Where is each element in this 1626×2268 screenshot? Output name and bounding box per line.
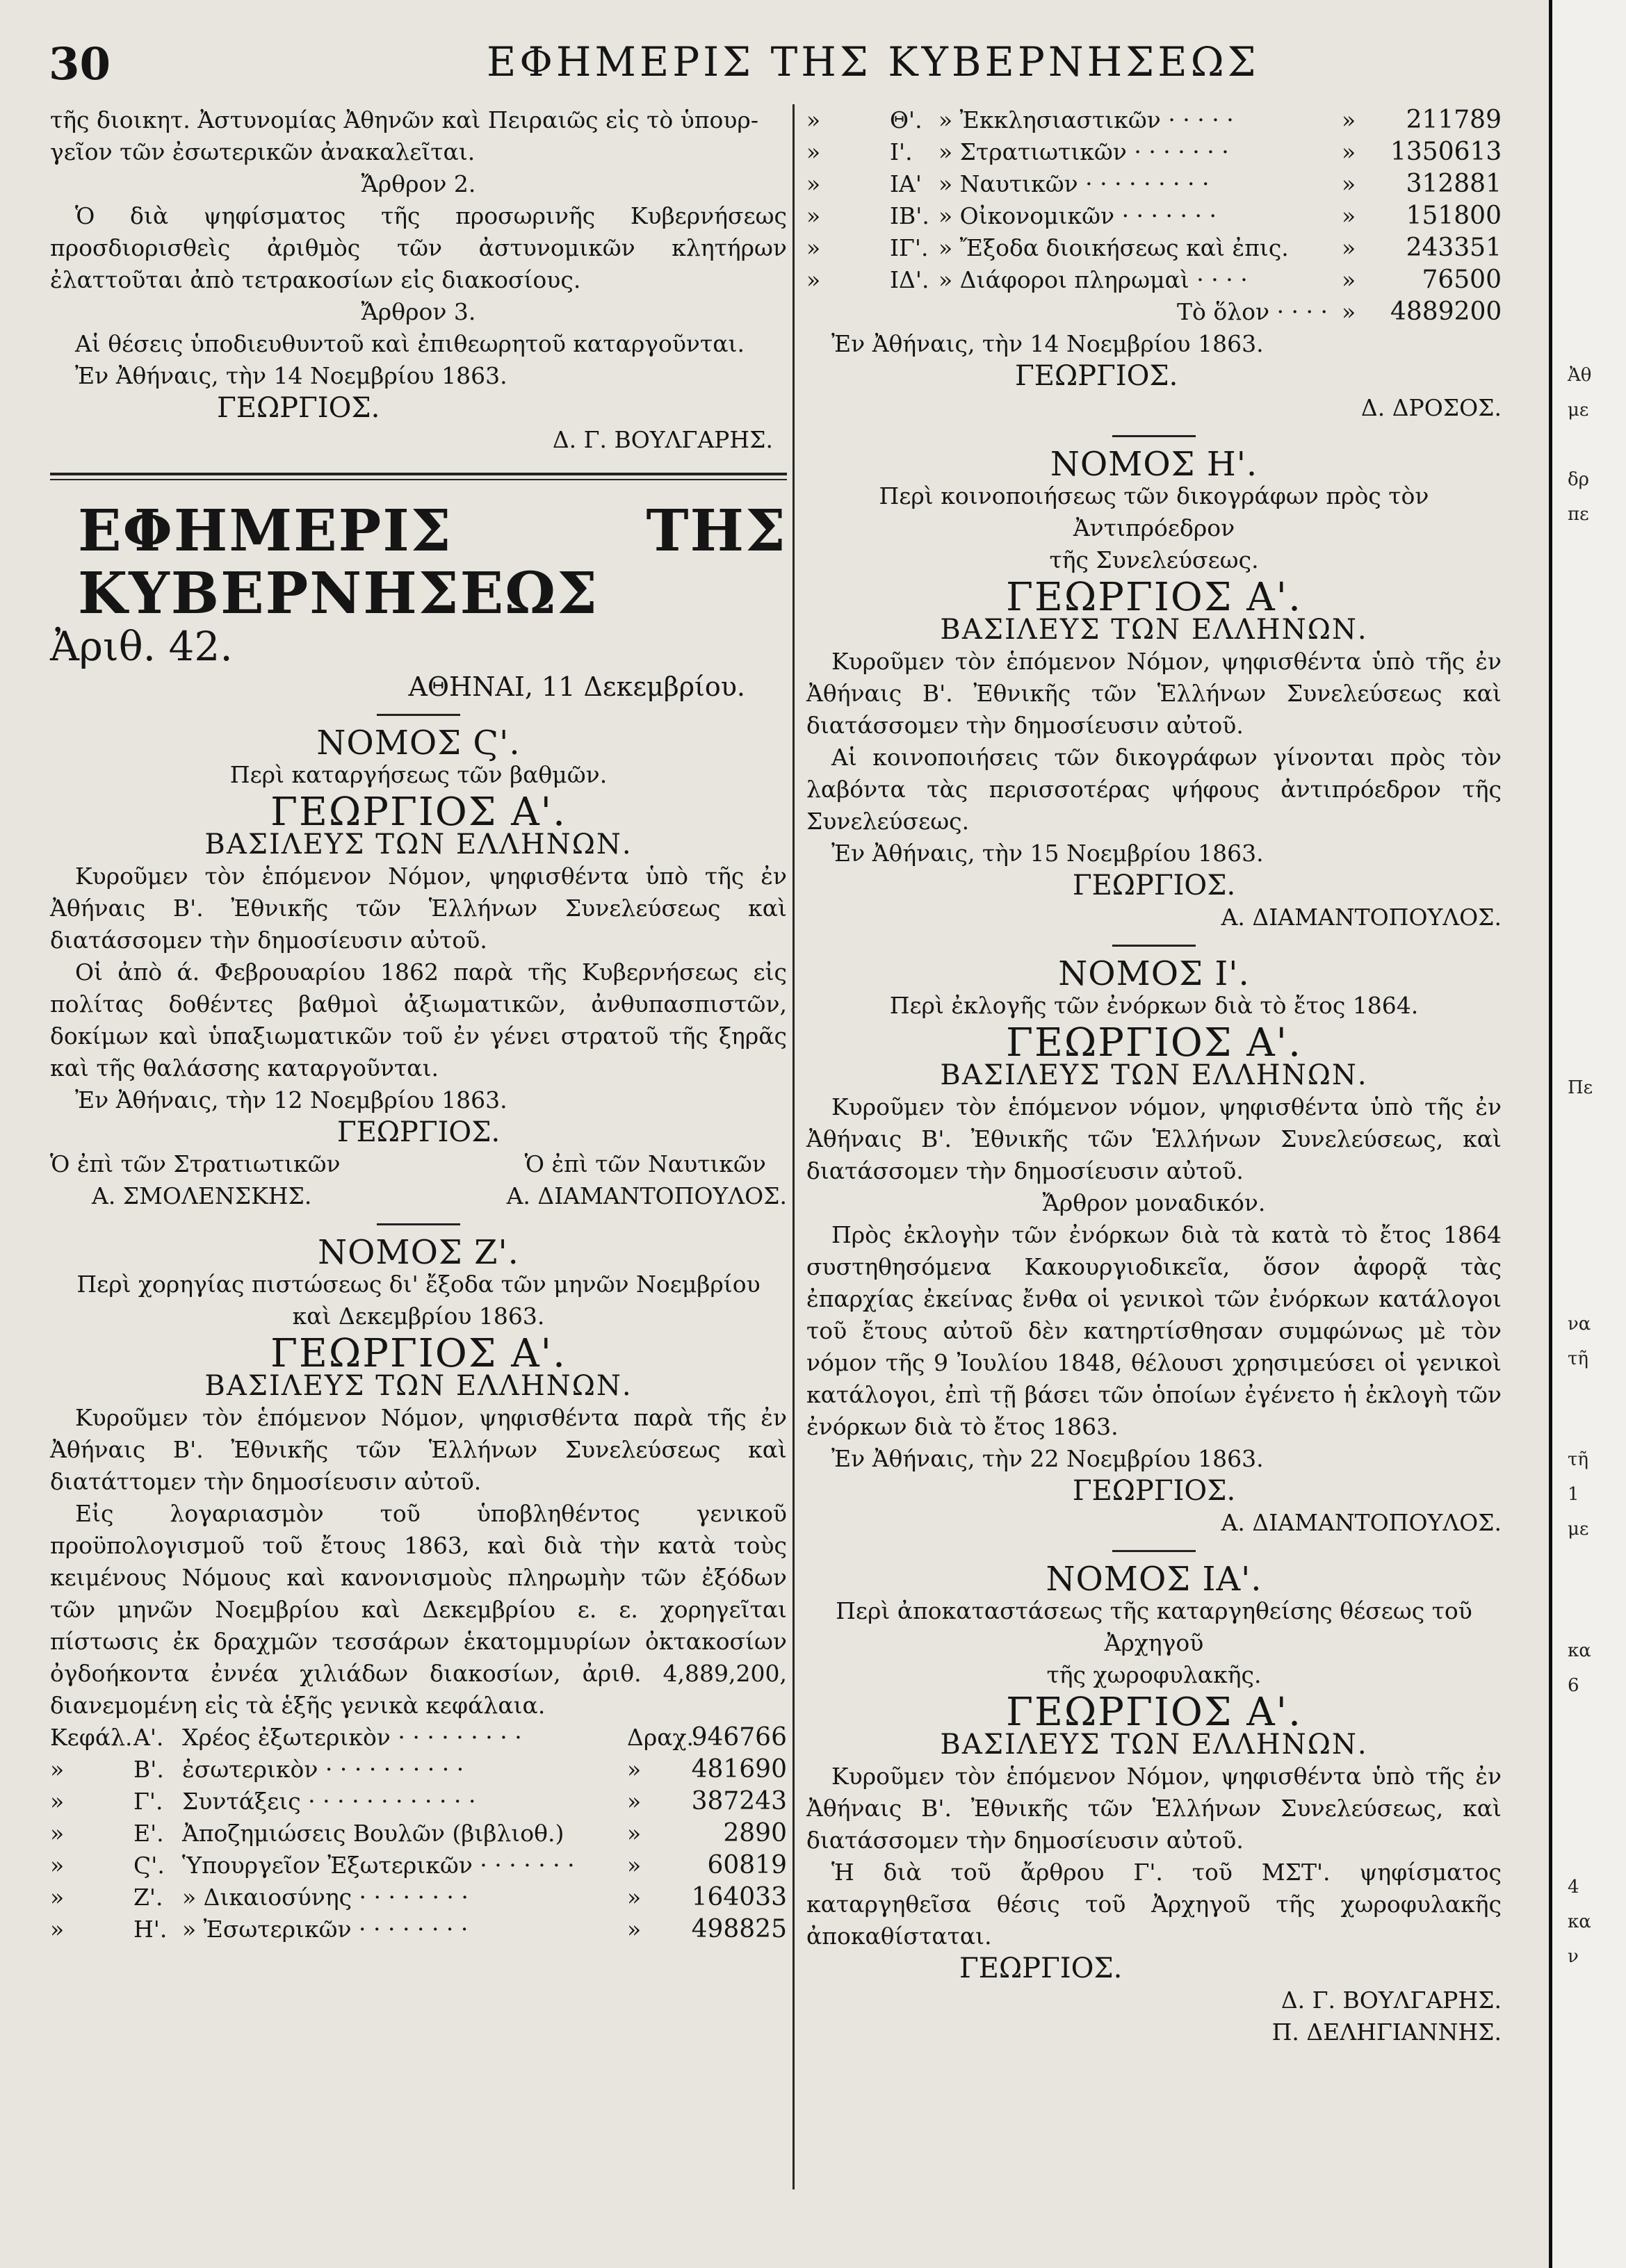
law-8-subject-line-1: Περὶ κοινοποιήσεως τῶν δικογράφων πρὸς τὸν Ἀντιπρόεδρον bbox=[879, 482, 1429, 541]
rule bbox=[1112, 435, 1196, 437]
budget-row-amount: 387243 bbox=[691, 1787, 787, 1816]
edge-fragment: δρ bbox=[1568, 469, 1589, 490]
budget-row-label: ἐσωτερικὸν · · · · · · · · · · bbox=[182, 1756, 464, 1783]
edge-fragment: πε bbox=[1568, 504, 1589, 525]
budget-row-amount: 76500 bbox=[1422, 266, 1502, 294]
budget-row-amount: 312881 bbox=[1406, 170, 1502, 198]
budget-row bbox=[806, 104, 1502, 136]
rule bbox=[377, 1223, 460, 1225]
issue-separator bbox=[50, 473, 787, 480]
issue-number: Ἀριθ. 42. bbox=[50, 623, 233, 670]
law-7-date: Ἐν Ἀθήναις, τὴν 14 Νοεμβρίου 1863. bbox=[831, 330, 1264, 357]
budget-total-row bbox=[806, 296, 1502, 328]
budget-row-amount: 946766 bbox=[691, 1723, 787, 1752]
edge-fragment: Ἀθ bbox=[1568, 365, 1592, 386]
budget-row-label: » Ἐκκλησιαστικῶν · · · · · bbox=[938, 106, 1234, 133]
law-10-article-heading: Ἄρθρον μοναδικόν. bbox=[1042, 1189, 1266, 1216]
budget-row bbox=[50, 1786, 787, 1818]
article-3-text: Αἱ θέσεις ὑποδιευθυντοῦ καὶ ἐπιθεωρητοῦ καταργοῦνται. bbox=[75, 330, 745, 357]
law-6-subject: Περὶ καταργήσεως τῶν βαθμῶν. bbox=[229, 761, 608, 788]
budget-row-chapter: ΙΑ' bbox=[890, 170, 922, 197]
budget-row bbox=[50, 1850, 787, 1882]
budget-row-prefix: » bbox=[50, 1820, 65, 1847]
budget-row bbox=[50, 1722, 787, 1754]
law-8-minister: Α. ΔΙΑΜΑΝΤΟΠΟΥΛΟΣ. bbox=[1221, 904, 1502, 931]
law-6-enactment: Κυροῦμεν τὸν ἑπόμενον Νόμον, ψηφισθέντα ὑπὸ τῆς ἐν Ἀθήναις Β'. Ἐθνικῆς τῶν Ἑλλήνων Συνελεύσεως καὶ διατάσσομεν τὴν δημοσίευσιν αὐτοῦ. bbox=[50, 863, 787, 954]
law-11-enactment: Κυροῦμεν τὸν ἑπόμενον Νόμον, ψηφισθέντα ὑπὸ τῆς ἐν Ἀθήναις Β'. Ἐθνικῆς τῶν Ἑλλήνων Συνελεύσεως, καὶ διατάσσομεν τὴν δημοσίευσιν αὐτοῦ. bbox=[806, 1763, 1502, 1854]
top-law-line-1: τῆς διοικητ. Ἀστυνομίας Ἀθηνῶν καὶ Πειραιῶς εἰς τὸ ὑπουρ- bbox=[50, 106, 758, 133]
law-11-king-title: ΒΑΣΙΛΕΥΣ ΤΩΝ ΕΛΛΗΝΩΝ. bbox=[940, 1729, 1368, 1761]
budget-row-prefix: » bbox=[806, 138, 821, 165]
edge-fragment: Πε bbox=[1568, 1077, 1593, 1098]
top-law-king-signature: ΓΕΩΡΓΙΟΣ. bbox=[217, 392, 380, 424]
budget-row-chapter: Γ'. bbox=[133, 1788, 163, 1815]
budget-row bbox=[806, 232, 1502, 264]
article-2-text: Ὁ διὰ ψηφίσματος τῆς προσωρινῆς Κυβερνήσεως προσδιορισθεὶς ἀριθμὸς τῶν ἀστυνομικῶν κλητήρων ἐλαττοῦται ἀπὸ τετρακοσίων εἰς διακοσίους. bbox=[50, 202, 787, 293]
budget-row-currency: » bbox=[627, 1916, 642, 1943]
law-10-enactment: Κυροῦμεν τὸν ἑπόμενον νόμον, ψηφισθέντα ὑπὸ τῆς ἐν Ἀθήναις Β'. Ἐθνικῆς τῶν Ἑλλήνων Συνελεύσεως, καὶ διατάσσομεν τὴν δημοσίευσιν αὐτοῦ. bbox=[806, 1093, 1502, 1184]
top-law-date: Ἐν Ἀθήναις, τὴν 14 Νοεμβρίου 1863. bbox=[75, 362, 507, 389]
budget-row-chapter: Α'. bbox=[133, 1724, 164, 1751]
edge-fragment: με bbox=[1568, 1519, 1589, 1540]
budget-row-prefix: » bbox=[50, 1788, 65, 1815]
law-11-subject-line-1: Περὶ ἀποκαταστάσεως τῆς καταργηθείσης θέσεως τοῦ Ἀρχηγοῦ bbox=[836, 1597, 1472, 1656]
budget-row-label: » Διάφοροι πληρωμαὶ · · · · bbox=[938, 266, 1248, 293]
law-6-king: ΓΕΩΡΓΙΟΣ Α'. bbox=[270, 790, 567, 835]
budget-row bbox=[806, 136, 1502, 168]
budget-row-currency: » bbox=[1342, 234, 1356, 261]
law-10-date: Ἐν Ἀθήναις, τὴν 22 Νοεμβρίου 1863. bbox=[831, 1445, 1264, 1472]
law-11-signature: ΓΕΩΡΓΙΟΣ. bbox=[959, 1952, 1123, 1984]
budget-row-label: » Ἐσωτερικῶν · · · · · · · · bbox=[182, 1916, 469, 1943]
budget-row-label: » Στρατιωτικῶν · · · · · · · bbox=[938, 138, 1229, 165]
edge-fragment: ν bbox=[1568, 1946, 1579, 1967]
law-11-title: ΝΟΜΟΣ ΙΑ'. bbox=[1046, 1560, 1262, 1599]
law-8-subject-line-2: τῆς Συνελεύσεως. bbox=[1049, 546, 1259, 573]
budget-row-label: Ἀποζημιώσεις Βουλῶν (βιβλιοθ.) bbox=[182, 1820, 564, 1847]
running-head: ΕΦΗΜΕΡΙΣ ΤΗΣ ΚΥΒΕΡΝΗΣΕΩΣ bbox=[487, 38, 1260, 85]
issue-date: ΑΘΗΝΑΙ, 11 Δεκεμβρίου. bbox=[408, 671, 745, 702]
budget-total-amount: 4889200 bbox=[1390, 297, 1502, 326]
budget-row-prefix: Κεφάλ. bbox=[50, 1724, 133, 1751]
column-rule bbox=[792, 104, 795, 2189]
budget-row bbox=[50, 1818, 787, 1850]
minister-name-navy: Α. ΔΙΑΜΑΝΤΟΠΟΥΛΟΣ. bbox=[506, 1182, 787, 1209]
law-10-king: ΓΕΩΡΓΙΟΣ Α'. bbox=[1006, 1020, 1302, 1066]
law-11-king: ΓΕΩΡΓΙΟΣ Α'. bbox=[1006, 1690, 1302, 1735]
page-number: 30 bbox=[49, 38, 111, 90]
budget-row-currency: » bbox=[1342, 170, 1356, 197]
budget-table-right bbox=[806, 104, 1502, 296]
article-2-heading: Ἄρθρον 2. bbox=[361, 170, 476, 197]
law-7-king: ΓΕΩΡΓΙΟΣ Α'. bbox=[270, 1331, 567, 1376]
minister-role-military: Ὁ ἐπὶ τῶν Στρατιωτικῶν bbox=[50, 1150, 341, 1177]
budget-row bbox=[50, 1754, 787, 1786]
law-7-subject-line-2: καὶ Δεκεμβρίου 1863. bbox=[292, 1303, 545, 1330]
budget-row bbox=[50, 1882, 787, 1914]
budget-row bbox=[806, 200, 1502, 232]
budget-row-currency: » bbox=[1342, 106, 1356, 133]
law-11-minister-2: Π. ΔΕΛΗΓΙΑΝΝΗΣ. bbox=[1271, 2018, 1502, 2046]
budget-row-currency: » bbox=[627, 1852, 642, 1879]
budget-row-chapter: Ϛ'. bbox=[133, 1852, 165, 1879]
budget-row-amount: 498825 bbox=[691, 1915, 787, 1943]
law-7-body: Εἰς λογαριασμὸν τοῦ ὑποβληθέντος γενικοῦ προϋπολογισμοῦ τοῦ ἔτους 1863, καὶ διὰ τὴν κατὰ τοὺς κειμένους Νόμους καὶ κανονισμοὺς πληρωμὴν τῶν ἐξόδων τῶν μηνῶν Νοεμβρίου καὶ Δεκεμβρίου ε. ε. χορηγεῖται πίστωσις ἐκ δραχμῶν τεσσάρων ἑκατομμυρίων ὀκτακοσίων ὀγδοήκοντα ἐννέα χιλιάδων διακοσίων, ἀριθ. 4,889,200, διανεμομένη εἰς τὰ ἑξῆς γενικὰ κεφάλαια. bbox=[50, 1500, 787, 1719]
right-column bbox=[806, 104, 1502, 2048]
budget-row-chapter: Ζ'. bbox=[133, 1884, 163, 1911]
budget-row-chapter: ΙΓ'. bbox=[890, 234, 929, 261]
budget-row-currency: » bbox=[627, 1756, 642, 1783]
budget-row-chapter: Θ'. bbox=[890, 106, 922, 133]
budget-row-label: » Ναυτικῶν · · · · · · · · · bbox=[938, 170, 1210, 197]
law-8-king: ΓΕΩΡΓΙΟΣ Α'. bbox=[1006, 575, 1302, 620]
budget-row-amount: 211789 bbox=[1406, 106, 1502, 134]
budget-row-prefix: » bbox=[806, 170, 821, 197]
budget-row-currency: » bbox=[1342, 266, 1356, 293]
edge-fragment: 6 bbox=[1568, 1675, 1579, 1696]
top-law-line-2: γεῖον τῶν ἐσωτερικῶν ἀνακαλεῖται. bbox=[50, 138, 475, 165]
budget-row bbox=[806, 264, 1502, 296]
article-3-heading: Ἄρθρον 3. bbox=[361, 298, 476, 325]
law-10-minister: Α. ΔΙΑΜΑΝΤΟΠΟΥΛΟΣ. bbox=[1221, 1509, 1502, 1536]
budget-row-label: Συντάξεις · · · · · · · · · · · · bbox=[182, 1788, 476, 1815]
law-6-body: Οἱ ἀπὸ ά. Φεβρουαρίου 1862 παρὰ τῆς Κυβερνήσεως εἰς πολίτας δοθέντες βαθμοὶ ἀξιωματικῶν, ἀνθυπασπιστῶν, δοκίμων καὶ ὑπαξιωματικῶν τοῦ ἐν γένει στρατοῦ τῆς ξηρᾶς καὶ τῆς θαλάσσης καταργοῦνται. bbox=[50, 958, 787, 1082]
budget-row-amount: 2890 bbox=[723, 1819, 787, 1847]
law-7-minister: Δ. ΔΡΟΣΟΣ. bbox=[1360, 394, 1502, 421]
budget-row-amount: 243351 bbox=[1406, 234, 1502, 262]
law-10-subject: Περὶ ἐκλογῆς τῶν ἐνόρκων διὰ τὸ ἔτος 1864. bbox=[889, 992, 1419, 1019]
edge-fragment: 1 bbox=[1568, 1484, 1579, 1505]
budget-row-label: » Οἰκονομικῶν · · · · · · · bbox=[938, 202, 1217, 229]
law-6-date: Ἐν Ἀθήναις, τὴν 12 Νοεμβρίου 1863. bbox=[75, 1086, 507, 1113]
law-7-title: ΝΟΜΟΣ Ζ'. bbox=[318, 1233, 519, 1272]
budget-row-amount: 164033 bbox=[691, 1883, 787, 1911]
law-8-enactment: Κυροῦμεν τὸν ἑπόμενον Νόμον, ψηφισθέντα ὑπὸ τῆς ἐν Ἀθήναις Β'. Ἐθνικῆς τῶν Ἑλλήνων Συνελεύσεως καὶ διατάσσομεν τὴν δημοσίευσιν αὐτοῦ. bbox=[806, 648, 1502, 739]
budget-row-prefix: » bbox=[50, 1884, 65, 1911]
budget-row-label: » Δικαιοσύνης · · · · · · · · bbox=[182, 1884, 469, 1911]
budget-row-prefix: » bbox=[50, 1916, 65, 1943]
law-7-enactment: Κυροῦμεν τὸν ἑπόμενον Νόμον, ψηφισθέντα παρὰ τῆς ἐν Ἀθήναις Β'. Ἐθνικῆς τῶν Ἑλλήνων Συνελεύσεως καὶ διατάττομεν τὴν δημοσίευσιν αὐτοῦ. bbox=[50, 1404, 787, 1495]
budget-row-amount: 151800 bbox=[1406, 202, 1502, 230]
edge-fragment: τῆ bbox=[1568, 1348, 1588, 1369]
budget-row-amount: 481690 bbox=[691, 1755, 787, 1784]
masthead: ΕΦΗΜΕΡΙΣ ΤΗΣ ΚΥΒΕΡΝΗΣΕΩΣ bbox=[78, 498, 787, 627]
law-6-king-title: ΒΑΣΙΛΕΥΣ ΤΩΝ ΕΛΛΗΝΩΝ. bbox=[204, 829, 633, 860]
minister-name-military: Α. ΣΜΟΛΕΝΣΚΗΣ. bbox=[92, 1182, 312, 1209]
law-7-signature: ΓΕΩΡΓΙΟΣ. bbox=[1015, 360, 1178, 392]
budget-row-prefix: » bbox=[50, 1756, 65, 1783]
budget-row-label: » Ἔξοδα διοικήσεως καὶ ἐπις. bbox=[938, 234, 1289, 261]
top-law-minister: Δ. Γ. ΒΟΥΛΓΑΡΗΣ. bbox=[552, 426, 773, 453]
budget-row bbox=[50, 1914, 787, 1945]
edge-fragment: να bbox=[1568, 1314, 1591, 1335]
law-8-date: Ἐν Ἀθήναις, τὴν 15 Νοεμβρίου 1863. bbox=[831, 840, 1264, 867]
law-7-subject-line-1: Περὶ χορηγίας πιστώσεως δι' ἔξοδα τῶν μηνῶν Νοεμβρίου bbox=[76, 1271, 761, 1298]
edge-fragment: τῆ bbox=[1568, 1449, 1588, 1470]
law-6-ministers-roles bbox=[50, 1148, 787, 1180]
left-column bbox=[50, 104, 787, 1945]
budget-row-prefix: » bbox=[806, 202, 821, 229]
budget-row-chapter: Β'. bbox=[133, 1756, 164, 1783]
budget-row-prefix: » bbox=[806, 266, 821, 293]
budget-row-amount: 1350613 bbox=[1390, 138, 1502, 166]
budget-row bbox=[806, 168, 1502, 200]
law-10-body: Πρὸς ἐκλογὴν τῶν ἐνόρκων διὰ τὰ κατὰ τὸ ἔτος 1864 συστηθησόμενα Κακουργιοδικεῖα, ὅσον ἀφορᾷ τὰς ἐπαρχίας ἐκείνας ἔνθα οἱ γενικοὶ τῶν ἐνόρκων κατάλογοι τοῦ ἔτους αὐτοῦ δὲν κατηρτίσθησαν συμφώνως μὲ τὸν νόμον τῆς 9 Ἰουλίου 1848, θέλουσι χρησιμεύσει οἱ γενικοὶ κατάλογοι, ἐπὶ τῇ βάσει τῶν ὁποίων ἐγένετο ἡ ἐκλογὴ τῶν ἐνόρκων διὰ τὸ ἔτος 1863. bbox=[806, 1221, 1502, 1440]
budget-row-currency: » bbox=[1342, 202, 1356, 229]
law-10-title: ΝΟΜΟΣ Ι'. bbox=[1058, 954, 1250, 993]
budget-row-amount: 60819 bbox=[707, 1851, 787, 1879]
budget-row-prefix: » bbox=[50, 1852, 65, 1879]
budget-row-prefix: » bbox=[806, 106, 821, 133]
budget-row-currency: » bbox=[627, 1788, 642, 1815]
budget-row-chapter: Η'. bbox=[133, 1916, 168, 1943]
law-8-king-title: ΒΑΣΙΛΕΥΣ ΤΩΝ ΕΛΛΗΝΩΝ. bbox=[940, 614, 1368, 646]
budget-row-chapter: Ε'. bbox=[133, 1820, 164, 1847]
budget-total-currency: » bbox=[1342, 298, 1356, 325]
budget-table-left bbox=[50, 1722, 787, 1945]
law-10-signature: ΓΕΩΡΓΙΟΣ. bbox=[1072, 1475, 1236, 1507]
budget-row-currency: » bbox=[1342, 138, 1356, 165]
edge-fragment: κα bbox=[1568, 1640, 1591, 1661]
budget-row-currency: » bbox=[627, 1820, 642, 1847]
law-8-signature: ΓΕΩΡΓΙΟΣ. bbox=[1072, 870, 1236, 902]
adjacent-page-edge bbox=[1549, 0, 1626, 2268]
law-6-ministers-names bbox=[50, 1180, 787, 1212]
law-6-title: ΝΟΜΟΣ Ϛ'. bbox=[316, 724, 521, 762]
law-10-king-title: ΒΑΣΙΛΕΥΣ ΤΩΝ ΕΛΛΗΝΩΝ. bbox=[940, 1059, 1368, 1091]
minister-role-navy: Ὁ ἐπὶ τῶν Ναυτικῶν bbox=[524, 1150, 766, 1177]
law-11-subject-line-2: τῆς χωροφυλακῆς. bbox=[1046, 1661, 1262, 1688]
budget-row-chapter: ΙΔ'. bbox=[890, 266, 929, 293]
budget-row-label: Χρέος ἐξωτερικὸν · · · · · · · · · bbox=[182, 1724, 522, 1751]
law-11-body: Ἡ διὰ τοῦ ἄρθρου Γ'. τοῦ ΜΣΤ'. ψηφίσματος καταργηθεῖσα θέσις τοῦ Ἀρχηγοῦ τῆς χωροφυλακῆς ἀποκαθίσταται. bbox=[806, 1859, 1502, 1950]
budget-row-chapter: Ι'. bbox=[890, 138, 913, 165]
rule bbox=[1112, 1550, 1196, 1552]
edge-fragment: 4 bbox=[1568, 1877, 1579, 1898]
law-7-king-title: ΒΑΣΙΛΕΥΣ ΤΩΝ ΕΛΛΗΝΩΝ. bbox=[204, 1370, 633, 1402]
budget-row-label: Ὑπουργεῖον Ἐξωτερικῶν · · · · · · · bbox=[182, 1852, 575, 1879]
edge-fragment: κα bbox=[1568, 1911, 1591, 1932]
budget-row-currency: » bbox=[627, 1884, 642, 1911]
edge-fragment: με bbox=[1568, 400, 1589, 421]
budget-row-currency: Δραχ. bbox=[627, 1724, 694, 1751]
budget-row-chapter: ΙΒ'. bbox=[890, 202, 929, 229]
rule bbox=[1112, 945, 1196, 947]
law-8-title: ΝΟΜΟΣ Η'. bbox=[1050, 445, 1258, 484]
rule bbox=[377, 714, 460, 716]
law-6-signature: ΓΕΩΡΓΙΟΣ. bbox=[336, 1116, 501, 1148]
budget-total-label: Τὸ ὅλον · · · · bbox=[1177, 298, 1328, 325]
law-8-body: Αἱ κοινοποιήσεις τῶν δικογράφων γίνονται πρὸς τὸν λαβόντα τὰς περισσοτέρας ψήφους ἀντιπρόεδρον τῆς Συνελεύσεως. bbox=[806, 744, 1502, 835]
law-11-minister-1: Δ. Γ. ΒΟΥΛΓΑΡΗΣ. bbox=[1281, 1986, 1502, 2014]
budget-row-prefix: » bbox=[806, 234, 821, 261]
